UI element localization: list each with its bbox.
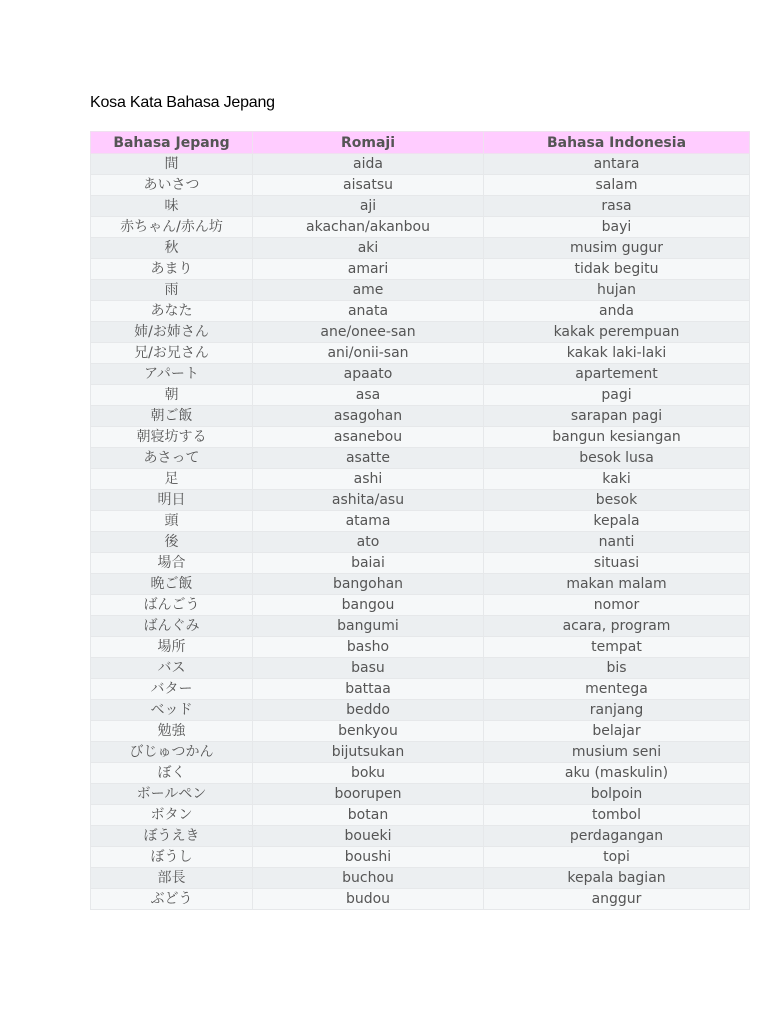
cell-indonesian: besok (484, 490, 750, 511)
table-row (91, 322, 750, 343)
cell-japanese: 明日 (91, 490, 253, 511)
cell-indonesian: belajar (484, 721, 750, 742)
cell-japanese: 味 (91, 196, 253, 217)
table-row (91, 721, 750, 742)
cell-japanese: ぼく (91, 763, 253, 784)
cell-japanese: あさって (91, 448, 253, 469)
cell-japanese: ぼうえき (91, 826, 253, 847)
cell-japanese: ばんごう (91, 595, 253, 616)
cell-romaji: apaato (253, 364, 484, 385)
cell-romaji: bangumi (253, 616, 484, 637)
cell-romaji: bangohan (253, 574, 484, 595)
table-row (91, 259, 750, 280)
table-row (91, 574, 750, 595)
cell-romaji: aji (253, 196, 484, 217)
header-japanese: Bahasa Jepang (91, 132, 253, 154)
cell-romaji: beddo (253, 700, 484, 721)
header-romaji: Romaji (253, 132, 484, 154)
cell-japanese: ぶどう (91, 889, 253, 910)
table-row (91, 658, 750, 679)
table-row (91, 154, 750, 175)
cell-romaji: asagohan (253, 406, 484, 427)
cell-indonesian: sarapan pagi (484, 406, 750, 427)
cell-romaji: anata (253, 301, 484, 322)
cell-romaji: botan (253, 805, 484, 826)
table-row (91, 511, 750, 532)
cell-romaji: basho (253, 637, 484, 658)
cell-indonesian: musim gugur (484, 238, 750, 259)
table-row (91, 301, 750, 322)
table-row (91, 406, 750, 427)
cell-japanese: 晩ご飯 (91, 574, 253, 595)
table-row (91, 889, 750, 910)
cell-romaji: boku (253, 763, 484, 784)
cell-romaji: boushi (253, 847, 484, 868)
cell-romaji: aisatsu (253, 175, 484, 196)
cell-japanese: 赤ちゃん/赤ん坊 (91, 217, 253, 238)
cell-japanese: 後 (91, 532, 253, 553)
table-row (91, 868, 750, 889)
cell-indonesian: perdagangan (484, 826, 750, 847)
cell-japanese: ばんぐみ (91, 616, 253, 637)
cell-indonesian: rasa (484, 196, 750, 217)
cell-romaji: buchou (253, 868, 484, 889)
cell-romaji: battaa (253, 679, 484, 700)
cell-indonesian: topi (484, 847, 750, 868)
cell-romaji: aida (253, 154, 484, 175)
table-row (91, 427, 750, 448)
table-row (91, 217, 750, 238)
cell-japanese: 雨 (91, 280, 253, 301)
cell-indonesian: kakak perempuan (484, 322, 750, 343)
table-row (91, 343, 750, 364)
table-body (91, 154, 750, 910)
table-row (91, 448, 750, 469)
cell-romaji: amari (253, 259, 484, 280)
cell-japanese: 姉/お姉さん (91, 322, 253, 343)
cell-romaji: budou (253, 889, 484, 910)
cell-indonesian: hujan (484, 280, 750, 301)
cell-romaji: ato (253, 532, 484, 553)
table-row (91, 826, 750, 847)
cell-indonesian: tidak begitu (484, 259, 750, 280)
header-indonesian: Bahasa Indonesia (484, 132, 750, 154)
table-row (91, 700, 750, 721)
cell-indonesian: apartement (484, 364, 750, 385)
cell-romaji: ame (253, 280, 484, 301)
cell-japanese: びじゅつかん (91, 742, 253, 763)
cell-romaji: atama (253, 511, 484, 532)
cell-japanese: 頭 (91, 511, 253, 532)
cell-romaji: boueki (253, 826, 484, 847)
cell-japanese: バス (91, 658, 253, 679)
table-row (91, 805, 750, 826)
table-row (91, 616, 750, 637)
cell-indonesian: acara, program (484, 616, 750, 637)
cell-indonesian: kepala (484, 511, 750, 532)
cell-romaji: ani/onii-san (253, 343, 484, 364)
cell-japanese: 秋 (91, 238, 253, 259)
table-header-row (91, 132, 750, 154)
cell-indonesian: kepala bagian (484, 868, 750, 889)
cell-japanese: 間 (91, 154, 253, 175)
cell-japanese: 朝寝坊する (91, 427, 253, 448)
cell-indonesian: tempat (484, 637, 750, 658)
cell-romaji: boorupen (253, 784, 484, 805)
table-row (91, 784, 750, 805)
cell-japanese: 兄/お兄さん (91, 343, 253, 364)
table-row (91, 238, 750, 259)
table-row (91, 280, 750, 301)
cell-romaji: akachan/akanbou (253, 217, 484, 238)
cell-indonesian: bangun kesiangan (484, 427, 750, 448)
cell-romaji: ashita/asu (253, 490, 484, 511)
cell-romaji: ashi (253, 469, 484, 490)
cell-romaji: benkyou (253, 721, 484, 742)
cell-indonesian: musium seni (484, 742, 750, 763)
cell-indonesian: tombol (484, 805, 750, 826)
table-row (91, 385, 750, 406)
table-row (91, 175, 750, 196)
cell-indonesian: anda (484, 301, 750, 322)
table-row (91, 553, 750, 574)
cell-romaji: asa (253, 385, 484, 406)
table-row (91, 532, 750, 553)
cell-romaji: bangou (253, 595, 484, 616)
cell-indonesian: kakak laki-laki (484, 343, 750, 364)
cell-romaji: aki (253, 238, 484, 259)
table-row (91, 847, 750, 868)
cell-japanese: バター (91, 679, 253, 700)
cell-japanese: アパート (91, 364, 253, 385)
page-title: Kosa Kata Bahasa Jepang (90, 94, 275, 111)
cell-japanese: 場所 (91, 637, 253, 658)
cell-indonesian: nanti (484, 532, 750, 553)
cell-romaji: ane/onee-san (253, 322, 484, 343)
table-row (91, 679, 750, 700)
cell-indonesian: mentega (484, 679, 750, 700)
cell-japanese: 朝ご飯 (91, 406, 253, 427)
cell-indonesian: besok lusa (484, 448, 750, 469)
cell-romaji: baiai (253, 553, 484, 574)
cell-indonesian: bayi (484, 217, 750, 238)
table-row (91, 469, 750, 490)
cell-japanese: ベッド (91, 700, 253, 721)
cell-indonesian: situasi (484, 553, 750, 574)
cell-romaji: asatte (253, 448, 484, 469)
cell-indonesian: pagi (484, 385, 750, 406)
cell-indonesian: ranjang (484, 700, 750, 721)
cell-japanese: 部長 (91, 868, 253, 889)
cell-japanese: ボタン (91, 805, 253, 826)
table-row (91, 196, 750, 217)
cell-romaji: asanebou (253, 427, 484, 448)
cell-japanese: 場合 (91, 553, 253, 574)
cell-japanese: あまり (91, 259, 253, 280)
cell-japanese: あなた (91, 301, 253, 322)
cell-japanese: 朝 (91, 385, 253, 406)
table-row (91, 742, 750, 763)
cell-indonesian: makan malam (484, 574, 750, 595)
table-row (91, 595, 750, 616)
cell-indonesian: kaki (484, 469, 750, 490)
cell-japanese: 勉強 (91, 721, 253, 742)
cell-indonesian: anggur (484, 889, 750, 910)
cell-romaji: bijutsukan (253, 742, 484, 763)
cell-indonesian: antara (484, 154, 750, 175)
cell-indonesian: salam (484, 175, 750, 196)
cell-indonesian: nomor (484, 595, 750, 616)
cell-japanese: ボールペン (91, 784, 253, 805)
vocabulary-table (90, 131, 750, 910)
table-row (91, 637, 750, 658)
table-row (91, 763, 750, 784)
cell-indonesian: aku (maskulin) (484, 763, 750, 784)
cell-indonesian: bolpoin (484, 784, 750, 805)
cell-indonesian: bis (484, 658, 750, 679)
cell-romaji: basu (253, 658, 484, 679)
table-row (91, 364, 750, 385)
cell-japanese: あいさつ (91, 175, 253, 196)
cell-japanese: 足 (91, 469, 253, 490)
cell-japanese: ぼうし (91, 847, 253, 868)
table-row (91, 490, 750, 511)
